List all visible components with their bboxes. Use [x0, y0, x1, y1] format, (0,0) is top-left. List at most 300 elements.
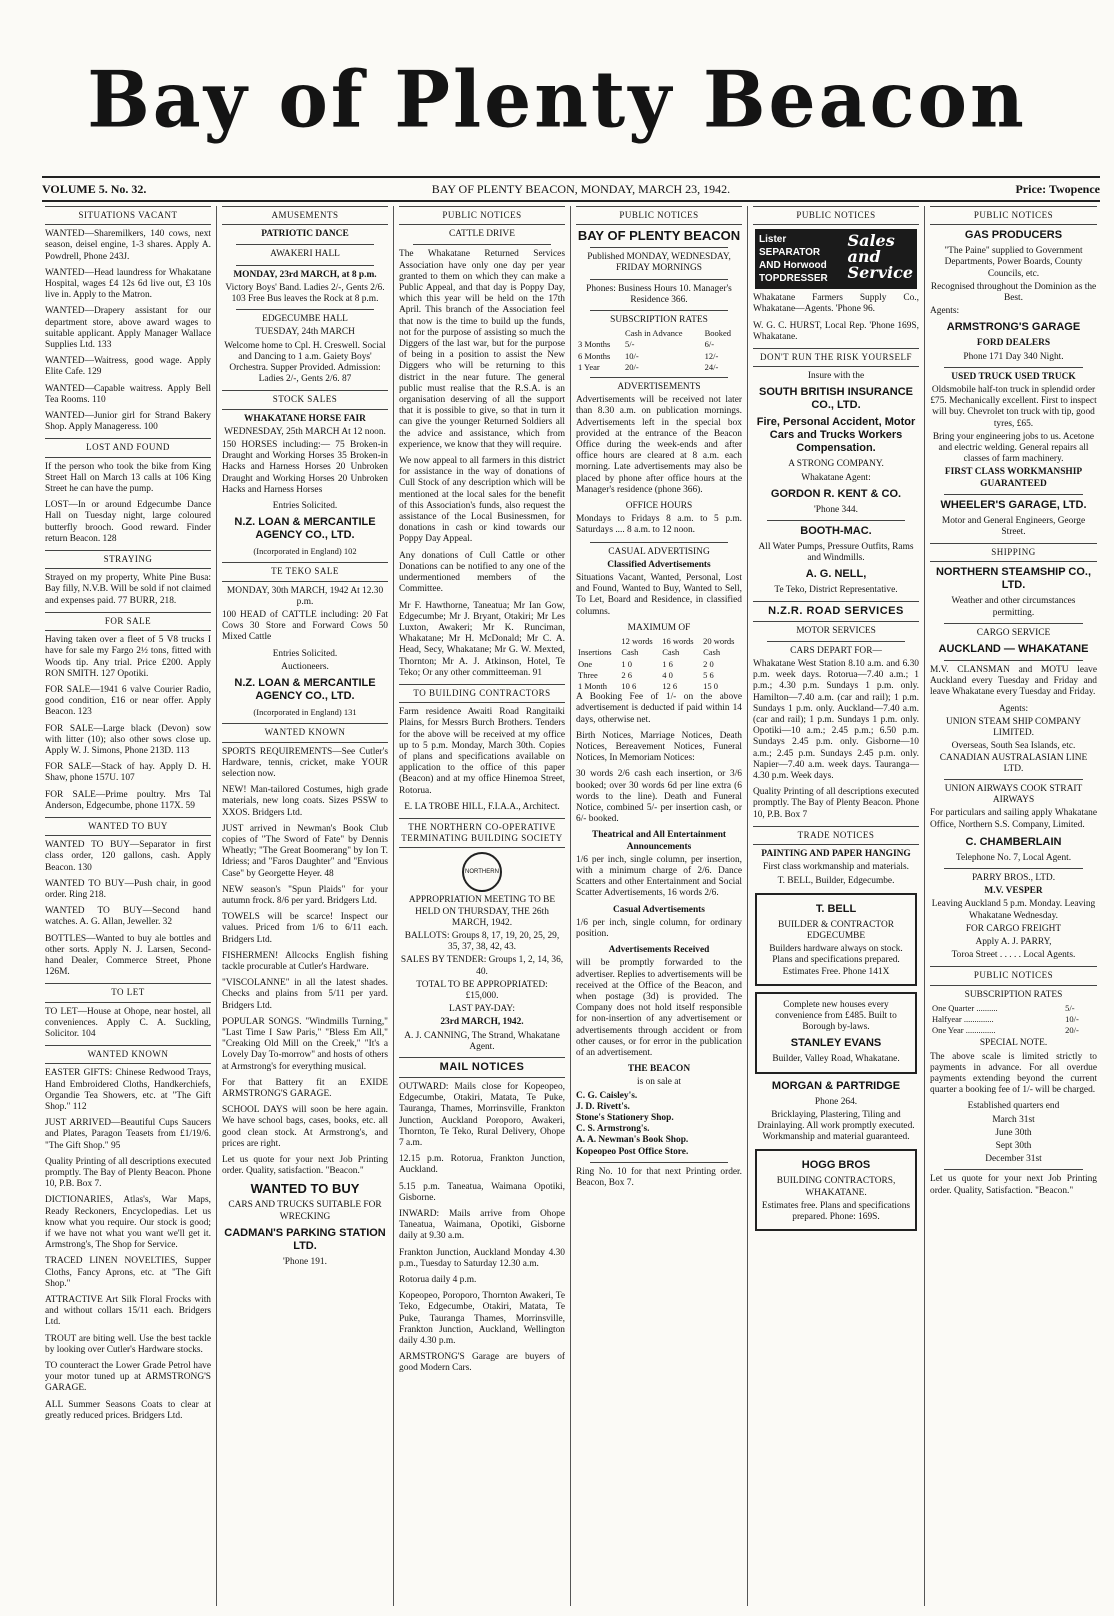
table-cell: Halfyear ..............: [932, 1013, 994, 1024]
notice-body: A Booking Fee of 1/- on the above advertisement is deducted if paid within 14 days, otherwise net.: [576, 692, 742, 725]
notice-body: Advertisements will be received not later than 8.30 a.m. on publication mornings. Advertisements left in the special box provided at the entrance of the Beacon Office during the week-ends and after office hours are cleared at 8 a.m. each morning. Late advertisements may also be placed by phone after office hours at the Manager's residence (phone 366).: [576, 395, 742, 495]
table-cell: 5/-: [1065, 1002, 1075, 1013]
published-days: Published MONDAY, WEDNESDAY, FRIDAY MORNINGS: [587, 252, 731, 274]
ad-body: Motor and General Engineers, George Street.: [941, 515, 1086, 538]
ad-body: Oldsmobile half-ton truck in splendid order £75. Mechanically excellent. First to inspect will buy. Chevrolet ton truck with tip, good tyres, £65.: [930, 385, 1097, 429]
ad-body: Estimates free. Plans and specifications prepared. Phone: 169S.: [761, 1200, 911, 1222]
notice-body: Situations Vacant, Wanted, Personal, Lost and Found, Wanted to Buy, Wanted to Sell, To Let, Board and Residence, in classified columns.: [576, 573, 742, 617]
auctioneers-note: Auctioneers.: [281, 661, 329, 672]
ad-body: FORD DEALERS: [976, 338, 1051, 349]
notice-body: Mondays to Fridays 8 a.m. to 5 p.m. Saturdays .... 8 a.m. to 12 noon.: [576, 514, 742, 536]
table-header: [576, 636, 619, 647]
advertiser: GORDON R. KENT & CO.: [770, 487, 902, 500]
column-1: [40, 206, 217, 1606]
subsection-heading: SPECIAL NOTE.: [979, 1038, 1048, 1049]
mail-schedule: 5.15 p.m. Taneatua, Waimana Opotiki, Gisborne.: [399, 1181, 565, 1203]
seller: C. G. Caisley's.: [576, 1090, 638, 1101]
classified-ad: BOTTLES—Wanted to buy ale bottles and other sorts. Apply N. J. Larsen, Second-hand Dealer, Commerce Street, Phone 126M.: [45, 933, 211, 978]
ad-body: W. G. C. HURST, Local Rep. 'Phone 169S, Whakatane.: [753, 320, 919, 342]
advertiser: SOUTH BRITISH INSURANCE CO., LTD.: [758, 386, 913, 412]
ad-body: M.V. CLANSMAN and MOTU leave Auckland every Tuesday and Friday and leave Whakatane every Tuesday and Friday.: [930, 665, 1097, 698]
classified-ad: SCHOOL DAYS will soon be here again. We have school bags, cases, books, etc. all good clean stock. At Armstrong's, and prices are right.: [222, 1105, 388, 1149]
price: Price: Twopence: [1015, 181, 1100, 196]
ad-body: Weather and other circumstances permitting.: [951, 596, 1076, 618]
event-body: 100 HEAD of CATTLE including: 20 Fat Cows 30 Store and Forward Cows 50 Mixed Cattle: [222, 610, 388, 643]
section-heading: TO BUILDING CONTRACTORS: [399, 684, 565, 703]
masthead: [0, 40, 1114, 165]
table-cell: 1 Month: [578, 680, 608, 691]
classified-ad: FISHERMEN! Allcocks English fishing tackle procurable at Cutler's Hardware.: [222, 950, 388, 972]
subsection-heading: CASUAL ADVERTISING: [608, 546, 710, 557]
mail-schedule: Kopeopeo, Poroporo, Thornton Awakeri, Te Teko, Edgecumbe, Otakiri, Matata, Te Puke, Tauranga Thames, Morrinsville, Frankton Junction, Auckland, Wellington daily 4.30 p.m.: [399, 1291, 565, 1347]
event-date: MONDAY, 23rd MARCH, at 8 p.m.: [233, 269, 377, 280]
advertiser: UNION STEAM SHIP COMPANY LIMITED.: [945, 716, 1081, 739]
event-date: TUESDAY, 24th MARCH: [255, 327, 355, 338]
table-cell: 6/-: [704, 339, 715, 350]
divider: [590, 377, 728, 378]
advertiser: N.Z. LOAN & MERCANTILE AGENCY CO., LTD.: [234, 516, 376, 542]
divider: [944, 367, 1083, 368]
mail-schedule: 12.15 p.m. Rotorua, Frankton Junction, Auckland.: [399, 1154, 565, 1176]
timetable: Whakatane West Station 8.10 a.m. and 6.30 p.m. week days. Rotorua—7.40 a.m.; 1 p.m.; 4.30 p.m. Sundays 1 p.m. only. Hamilton—7.40 a.m. (car and rail); 1 p.m. Sundays 1 p.m. only. Auckland—7.40 a.m. (car and rail); 1 p.m. Sundays 1 p.m. only. Opotiki—10 a.m.; 2.45 p.m.; 6.50 p.m. Sundays 2.45 p.m. only. Gisborne—10 a.m.; 2.45 p.m. Sundays 2.45 p.m. only. Napier—7.40 a.m. week days. Tauranga—4.30 p.m. Week days.: [753, 659, 919, 782]
event-title: PATRIOTIC DANCE: [261, 229, 349, 240]
section-heading: THE NORTHERN CO-OPERATIVE TERMINATING BUILDING SOCIETY: [399, 818, 565, 848]
ad-heading: GAS PRODUCERS: [964, 229, 1063, 242]
subsection-heading: THE BEACON: [627, 1064, 691, 1075]
ad-heading: WANTED TO BUY: [250, 1181, 360, 1197]
ad-heading: UNION AIRWAYS COOK STRAIT AIRWAYS: [944, 783, 1083, 806]
classified-ad: WANTED—Head laundress for Whakatane Hospital, wages £4 12s 6d live out, £3 10s live in. Apply to the Matron.: [45, 267, 211, 301]
notice-body: Ring No. 10 for that next Printing order. Beacon, Box 7.: [576, 1166, 742, 1189]
table-cell: One: [578, 658, 593, 669]
notice-body: Farm residence Awaiti Road Rangitaiki Plains, for Messrs Burch Brothers. Tenders for the above will be received at my office up to 5 p.m. Monday, March 30th. Copies of plans and specifications available on application to the office of this paper (Beacon) and at my office Hinemoa Street, Rotorua.: [399, 707, 565, 796]
ad-heading: M.V. VESPER: [984, 886, 1043, 897]
subsection-heading: ADVERTISEMENTS: [617, 382, 701, 393]
classified-ad: Strayed on my property, White Pine Busa: Bay filly, N.V.B. Will be sold if not claimed and expenses paid. 77 BURR, 218.: [45, 573, 211, 606]
classified-ad: Let us quote for your next Job Printing order. Quality, satisfaction. "Beacon.": [222, 1155, 388, 1177]
classified-ad: Quality Printing of all descriptions executed promptly. The Bay of Plenty Beacon. Phone 10, P.B. Box 7.: [45, 1156, 211, 1190]
lister-logo: Lister SEPARATOR AND Horwood TOPDRESSER: [759, 234, 828, 285]
column-2: [217, 206, 394, 1606]
notice-body: We now appeal to all farmers in this district for assistance in the way of donations of Cull Stock of any description which will be mentioned at the local sales for the benefit of this Association's funds, also request the assistance of the Local Businessmen, for donations in cash or kind towards our Poppy Day Appeal.: [399, 456, 565, 545]
ad-heading: FOR CARGO FREIGHT: [965, 923, 1062, 934]
ad-body: Fire, Personal Accident, Motor Cars and Trucks Workers Compensation.: [756, 416, 916, 455]
list-item: Sept 30th: [995, 1140, 1032, 1151]
last-pay-day: LAST PAY-DAY:: [449, 1004, 515, 1015]
bell-ad-box: [755, 893, 917, 986]
list-item: March 31st: [992, 1114, 1035, 1125]
list-item: June 30th: [995, 1127, 1032, 1138]
advertiser: HOGG BROS: [801, 1159, 871, 1172]
seller: A. A. Newman's Book Shop.: [576, 1135, 689, 1146]
section-heading: SHIPPING: [930, 543, 1097, 562]
classified-ad: TO LET—House at Ohope, near hostel, all conveniences. Apply C. A. Suckling, Solicitor. 104: [45, 1006, 211, 1039]
ad-body: BUILDER & CONTRACTOR EDGECUMBE: [778, 919, 894, 941]
ad-body: A STRONG COMPANY.: [788, 459, 884, 470]
ad-body: Whakatane Farmers Supply Co., Whakatane—Agents. 'Phone 96.: [753, 293, 919, 315]
advertiser-phone: Phone 264.: [814, 1096, 858, 1107]
ad-body: Agents:: [998, 703, 1029, 714]
table-row: [576, 362, 742, 373]
newspaper-title: Bay of Plenty Beacon: [87, 54, 1027, 146]
ad-body: Bricklaying, Plastering, Tiling and Drainlaying. All work promptly executed. Workmanship and material guaranteed.: [757, 1109, 915, 1143]
venue: EDGECUMBE HALL: [262, 314, 348, 325]
classified-ad: TRACED LINEN NOVELTIES, Supper Cloths, Fancy Aprons, etc. at "The Gift Shop.": [45, 1256, 211, 1289]
entries-note: Entries Solicited.: [272, 501, 338, 512]
ad-body: CARS AND TRUCKS SUITABLE FOR WRECKING: [228, 1200, 382, 1222]
subsection-heading: Theatrical and All Entertainment Announcements: [591, 830, 727, 852]
table-row: [576, 659, 742, 670]
table-row: [930, 1025, 1097, 1036]
event-body: 150 HORSES including:— 75 Broken-in Draught and Working Horses 35 Broken-in Hacks and Harness Horses 20 Unbroken Draught and Working Horses 20 Unbroken Hacks and Harness Horses: [222, 440, 388, 495]
table-cell: 5/-: [624, 339, 635, 350]
ad-body: BUILDING CONTRACTORS, WHAKATANE.: [776, 1176, 896, 1198]
advertiser: PARRY BROS., LTD.: [971, 872, 1056, 883]
ad-body: T. BELL, Builder, Edgecumbe.: [777, 875, 895, 886]
table-header: Cash: [621, 647, 639, 658]
table-cell: 15 0: [703, 680, 718, 691]
table-cell: 5 6: [703, 669, 714, 680]
rates-table: [576, 636, 742, 692]
classified-ad: TROUT are biting well. Use the best tackle by looking over Cutler's Hardware stocks.: [45, 1333, 211, 1355]
classified-ad: FOR SALE—Large black (Devon) sow with litter (10); also other sows close up. Apply W. J. Simons, Phone 213D. 113: [45, 723, 211, 756]
classified-ad: WANTED TO BUY—Separator in first class order, 120 gallons, cash. Apply Beacon. 130: [45, 840, 211, 873]
table-row: [930, 1014, 1097, 1025]
advertiser-phone: Phone 171 Day 340 Night.: [963, 351, 1064, 362]
classified-ad: TOWELS will be scarce! Inspect our values. Priced from 1/6 to 6/11 each. Bridgers Ltd.: [222, 912, 388, 945]
advertiser-phone: 'Phone 191.: [283, 1256, 327, 1267]
ad-body: Complete new houses every convenience from £485. Built to Borough by-laws.: [775, 999, 897, 1033]
notice-body: The Whakatane Returned Services Association have only one day per year granted to them on which they can make a Public Appeal, and that day is Poppy Day, which this year will be held on the 17th April. This branch of the Association feel that now is the time to build up the funds, not for the purpose of assisting so much the Diggers of the last war, but for the purpose of being in a position to assist the New Diggers who will be returning to this district in the near future. The general public must realise that the R.S.A. is an organisation deserving of all the support that it is possible to give, so that in turn it can give the younger Returned Soldiers all the advice and assistance, which from experience, we know that they will require.: [399, 249, 565, 450]
table-cell: 2 0: [703, 658, 714, 669]
last-pay-date: 23rd MARCH, 1942.: [440, 1017, 524, 1028]
section-heading: PUBLIC NOTICES: [399, 206, 565, 225]
notice-body: 30 words 2/6 cash each insertion, or 3/6 booked; over 30 words 6d per line extra (6 words to the line). Death and Funeral Notice, combined 5/- per insertion cash, or 6/- booked.: [576, 769, 742, 825]
divider: [590, 247, 728, 248]
sales-service-logo: Sales and Service: [847, 231, 913, 283]
advertiser: STANLEY EVANS: [790, 1037, 882, 1050]
subsection-heading: Classified Advertisements: [607, 559, 711, 570]
section-heading: STRAYING: [45, 550, 211, 569]
section-heading: AMUSEMENTS: [222, 206, 388, 225]
classified-ad: DICTIONARIES, Atlas's, War Maps, Ready Reckoners, Encyclopedias. Let us know what you require. Our stock is good; if we have not what you want we'll get it. Armstrong's, The Shop for Service.: [45, 1195, 211, 1251]
table-header: 16 words: [662, 636, 694, 647]
ad-body: Builder, Valley Road, Whakatane.: [772, 1054, 900, 1065]
subsection-heading: Casual Advertisements: [613, 904, 705, 915]
classified-ad: WANTED TO BUY—Push chair, in good order. Ring 218.: [45, 878, 211, 900]
table-cell: Three: [578, 669, 598, 680]
ad-body: Whakatane Agent:: [801, 472, 871, 483]
table-cell: 1 Year: [578, 361, 600, 372]
architect: E. LA TROBE HILL, F.I.A.A., Architect.: [404, 801, 560, 812]
classified-ad: For that Battery fit an EXIDE ARMSTRONG'S GARAGE.: [222, 1077, 388, 1099]
event-body: Victory Boys' Band. Ladies 2/-, Gents 2/6. 103 Free Bus leaves the Rock at 8 p.m.: [225, 282, 385, 305]
section-heading: TRADE NOTICES: [753, 826, 919, 845]
evans-ad-box: [755, 992, 917, 1074]
table-cell: 10 6: [621, 680, 637, 691]
table-cell: One Quarter ..........: [932, 1002, 998, 1013]
lister-ad-banner: [755, 229, 917, 289]
divider: [413, 244, 551, 245]
list-item: December 31st: [985, 1154, 1042, 1165]
divider: [236, 244, 374, 245]
divider: [590, 279, 728, 280]
divider: [944, 1169, 1083, 1170]
subscription-table: [576, 328, 742, 373]
meeting-notice: APPROPRIATION MEETING TO BE HELD ON THURSDAY, THE 26th MARCH, 1942.: [408, 895, 556, 928]
logo-text: NORTHERN: [465, 868, 499, 875]
ad-body: FIRST CLASS WORKMANSHIP GUARANTEED: [944, 467, 1083, 489]
subscription-table: [930, 1003, 1097, 1037]
tender: SALES BY TENDER: Groups 1, 2, 14, 36, 40.: [400, 955, 564, 977]
table-header-row: [576, 636, 742, 647]
committee-list: Mr F. Hawthorne, Taneatua; Mr Ian Gow, Edgecumbe; Mr J. Bryant, Otakiri; Mr Les Luxton, Awakeri; Mr K. Runciman, Whakatane; Mr H. McDonald; Mr C. A. Head, Secy, Whakatane; Mr G. W. Mexted, Thornton; Mr A. J. Atkinson, Hotel, Te Teko; Or any other committeeman. 91: [399, 600, 565, 678]
table-header: 20 words: [703, 636, 735, 647]
subsection-heading: CARS DEPART FOR—: [790, 645, 882, 656]
subsection-heading: MAXIMUM OF: [627, 622, 691, 633]
notice-title: CATTLE DRIVE: [449, 229, 515, 240]
notice-body: 1/6 per inch, single column, for ordinary position.: [576, 917, 742, 939]
seller: Stone's Stationery Shop.: [576, 1113, 674, 1124]
table-cell: 10/-: [624, 350, 639, 361]
column-5: [748, 206, 925, 1606]
advertiser-phone: 'Phone 344.: [814, 504, 858, 515]
section-heading: SITUATIONS VACANT: [45, 206, 211, 225]
classified-ad: SPORTS REQUIREMENTS—See Cutler's Hardware, tennis, cricket, make YOUR selection now.: [222, 746, 388, 779]
advertiser: MORGAN & PARTRIDGE: [771, 1079, 901, 1092]
mail-schedule: Frankton Junction, Auckland Monday 4.30 p.m., Tuesday to Saturday 12.30 a.m.: [399, 1247, 565, 1269]
classified-ad: LOST—In or around Edgecumbe Dance Hall on Tuesday night, large coloured butterfly brooch. Good reward. Finder return Beacon. 128: [45, 500, 211, 544]
classified-ad: Having taken over a fleet of 5 V8 trucks I have for sale my Fargo 2½ tons, fitted with Woods tip. Any trial. Price £200. Apply RON SMITH. 127 Opotiki.: [45, 635, 211, 679]
classified-ad: NEW! Man-tailored Costumes, high grade materials, new long coats. Sizes PSSW to XXOS. Bridgers Ltd.: [222, 785, 388, 818]
section-heading: LOST AND FOUND: [45, 438, 211, 457]
divider: [944, 660, 1083, 661]
table-cell: 3 Months: [578, 339, 611, 350]
advertiser: A. G. NELL,: [805, 568, 867, 581]
venue: AWAKERI HALL: [270, 249, 340, 260]
notice-body: Any donations of Cull Cattle or other Donations can be notified to any one of the undermentioned members of the Committee.: [399, 550, 565, 595]
table-cell: 6 Months: [578, 350, 611, 361]
divider: [944, 623, 1083, 624]
advertiser: N.Z. LOAN & MERCANTILE AGENCY CO., LTD.: [234, 677, 376, 703]
divider: [590, 310, 728, 311]
northern-logo-icon: [462, 852, 502, 892]
entries-note: Entries Solicited.: [272, 648, 338, 659]
dateline: [42, 176, 1100, 202]
notice-body: The above scale is limited strictly to payments in advance. For all overdue payments extending beyond the current quarter a booking fee of 1/- will be charged.: [930, 1051, 1097, 1096]
classified-ad: JUST arrived in Newman's Book Club copies of "The Sword of Fate" by Dennis Wheatly; "The Great Boomerang" by Ion T. Idriess; and "Faros Daughter" and "Envious Case" by Georgette Heyer. 48: [222, 823, 388, 879]
ad-body: All Water Pumps, Pressure Outfits, Rams and Windmills.: [758, 542, 914, 564]
notice-body: Let us quote for your next Job Printing order. Quality, Satisfaction. "Beacon.": [930, 1174, 1097, 1196]
ballots: BALLOTS: Groups 8, 17, 19, 20, 25, 29, 35, 37, 38, 42, 43.: [404, 930, 560, 953]
divider: [944, 494, 1083, 495]
section-heading: DON'T RUN THE RISK YOURSELF: [753, 348, 919, 367]
ad-body: Apply A. J. PARRY,: [975, 936, 1052, 947]
mail-schedule: INWARD: Mails arrive from Ohope Taneatua, Waimana, Opotiki, Gisborne daily at 9.30 a.m.: [399, 1209, 565, 1242]
divider: [944, 779, 1083, 780]
table-header: Cash in Advance: [624, 328, 683, 339]
classified-ad: EASTER GIFTS: Chinese Redwood Trays, Hand Embroidered Cloths, Handkerchiefs, Organdie Tea Showers, etc. at "The Gift Shop." 112: [45, 1068, 211, 1112]
table-cell: 12/-: [704, 350, 719, 361]
advertiser: NORTHERN STEAMSHIP CO., LTD.: [935, 566, 1092, 592]
ad-body: Overseas, South Sea Islands, etc. CANADIAN AUSTRALASIAN LINE LTD.: [939, 741, 1088, 774]
subsection-heading: OFFICE HOURS: [625, 501, 693, 512]
classified-ad: WANTED—Junior girl for Strand Bakery Shop. Apply Manageress. 100: [45, 411, 211, 433]
section-heading: TO LET: [45, 983, 211, 1002]
section-heading: TE TEKO SALE: [222, 562, 388, 581]
classified-ad: WANTED—Capable waitress. Apply Bell Tea Rooms. 110: [45, 383, 211, 405]
volume-number: VOLUME 5. No. 32.: [42, 181, 147, 196]
table-header: [576, 328, 623, 339]
hogg-ad-box: [755, 1149, 917, 1231]
table-cell: 1 0: [621, 658, 632, 669]
subsection-note: is on sale at: [636, 1077, 681, 1088]
table-header-row: [576, 328, 742, 339]
section-heading: PUBLIC NOTICES: [753, 206, 919, 225]
phones: Phones: Business Hours 10. Manager's Residence 366.: [586, 283, 732, 305]
classified-ad: WANTED—Waitress, good wage. Apply Elite Cafe. 129: [45, 356, 211, 378]
table-row: [576, 681, 742, 692]
agent: A. J. CANNING, The Strand, Whakatane Agent.: [404, 1030, 560, 1052]
ad-heading: USED TRUCK USED TRUCK: [951, 371, 1076, 382]
section-heading: PUBLIC NOTICES: [930, 206, 1097, 225]
notice-body: Birth Notices, Marriage Notices, Death Notices, Bereavement Notices, Funeral Notices, In Memoriam Notices:: [576, 730, 742, 764]
table-row: [930, 1003, 1097, 1014]
classified-ad: "VISCOLANNE" in all the latest shades. Checks and plains from 5/11 per yard. Bridgers Ltd.: [222, 978, 388, 1011]
ad-body: Builders hardware always on stock. Plans and specifications prepared. Estimates Free. Phone 141X: [769, 944, 903, 977]
table-header: Insertions: [578, 647, 612, 658]
table-header: Cash: [703, 647, 721, 658]
table-header: 12 words: [621, 636, 653, 647]
ad-heading: AUCKLAND — WHAKATANE: [938, 643, 1089, 656]
seller: Kopeopeo Post Office Store.: [576, 1146, 689, 1157]
issue-date: BAY OF PLENTY BEACON, MONDAY, MARCH 23, 1942.: [431, 181, 731, 196]
table-header: Booked: [704, 328, 732, 339]
mail-schedule: OUTWARD: Mails close for Kopeopeo, Edgecumbe, Otakiri, Matata, Te Puke, Tauranga, Thames, Morrinsville, Frankton Junction, Auckland Poroporo, Awakeri, Thornton, Te Teko, Rural Delivery, Ohope 7 a.m.: [399, 1082, 565, 1149]
section-heading: WANTED KNOWN: [45, 1045, 211, 1064]
classified-ad: NEW season's "Spun Plaids" for your autumn frock. 8/6 per yard. Bridgers Ltd.: [222, 884, 388, 906]
total: TOTAL TO BE APPROPRIATED: £15,000.: [416, 979, 548, 1001]
classified-ad: JUST ARRIVED—Beautiful Cups Saucers and Plates, Paragon Teasets from £1/19/6. "The Gift Shop." 95: [45, 1118, 211, 1151]
ad-body: Quality Printing of all descriptions executed promptly. The Bay of Plenty Beacon. Phone 10, P.B. Box 7: [753, 787, 919, 820]
event-title: WHAKATANE HORSE FAIR: [244, 413, 366, 424]
classified-ad: WANTED TO BUY—Second hand watches. A. G. Allan, Jeweller. 32: [45, 906, 211, 928]
classified-ad: WANTED—Drapery assistant for our department store, above award wages to suitable applicant. Apply Manager Wallace Supplies Ltd. 133: [45, 306, 211, 351]
divider: [236, 265, 374, 266]
divider: [236, 309, 374, 310]
classified-ad: FOR SALE—Prime poultry. Mrs Tal Anderson, Edgecumbe, phone 117X. 59: [45, 789, 211, 811]
classified-ad: If the person who took the bike from King Street Hall on March 13 calls at 106 King Street he can have the pump.: [45, 461, 211, 495]
subsection-heading: SUBSCRIPTION RATES: [610, 315, 708, 326]
subsection-heading: Established quarters end: [967, 1101, 1060, 1112]
page-columns: [40, 206, 1102, 1606]
table-cell: 2 6: [621, 669, 632, 680]
notice-body: 1/6 per inch, single column, per insertion, with a minimum charge of 2/6. Dance Scatters and other Entertainment and Social Scatter Advertisements, 16 words 2/6.: [576, 854, 742, 899]
section-heading: FOR SALE: [45, 612, 211, 631]
table-row: [576, 351, 742, 362]
mail-schedule: Rotorua daily 4 p.m.: [399, 1275, 477, 1286]
classified-ad: POPULAR SONGS. "Windmills Turning," "Last Time I Saw Paris," "Bless Em All," "Creaking Old Mill on the Creek," "It's a Lovely Day To-morrow" and hosts of others at Armstrong's for everything musical.: [222, 1016, 388, 1072]
table-cell: 1 6: [662, 658, 673, 669]
ad-body: Toroa Street . . . . . Local Agents.: [951, 950, 1076, 961]
advertiser: BOOTH-MAC.: [800, 525, 872, 538]
divider: [767, 641, 905, 642]
advertiser: WHEELER'S GARAGE, LTD.: [940, 498, 1087, 511]
ad-body: "The Paine" supplied to Government Departments, Power Boards, County Councils, etc.: [944, 246, 1083, 279]
subsection-heading: SUBSCRIPTION RATES: [964, 989, 1063, 1000]
seller: C. S. Armstrong's.: [576, 1124, 650, 1135]
divider: [944, 868, 1083, 869]
column-3: [394, 206, 571, 1606]
ad-body: Agents:: [930, 306, 960, 317]
ad-heading: PAINTING AND PAPER HANGING: [761, 849, 911, 860]
table-row: [576, 339, 742, 350]
divider: [767, 520, 905, 521]
classified-ad: ARMSTRONG'S Garage are buyers of good Modern Cars.: [399, 1352, 565, 1374]
classified-ad: TO counteract the Lower Grade Petrol have your motor tuned up at ARMSTRONG'S GARAGE.: [45, 1361, 211, 1394]
ad-body: Leaving Auckland 5 p.m. Monday. Leaving Whakatane Wednesday.: [931, 899, 1096, 921]
divider: [590, 542, 728, 543]
ad-body: Bring your engineering jobs to us. Acetone and electric welding. General repairs all classes of farm machinery.: [932, 431, 1095, 465]
table-header-row: [576, 647, 742, 658]
section-heading: PUBLIC NOTICES: [930, 966, 1097, 985]
section-heading: N.Z.R. ROAD SERVICES: [753, 601, 919, 622]
section-heading: WANTED TO BUY: [45, 817, 211, 836]
event-date: WEDNESDAY, 25th MARCH At 12 noon.: [224, 426, 386, 437]
advertiser-note: (Incorporated in England) 131: [253, 707, 357, 718]
subsection-heading: Advertisements Received: [608, 945, 710, 956]
classified-ad: FOR SALE—1941 6 valve Courier Radio, good condition, £16 or near offer. Apply Beacon. 123: [45, 684, 211, 718]
table-cell: 12 6: [662, 680, 678, 691]
table-header: Cash: [662, 647, 680, 658]
classified-ad: ATTRACTIVE Art Silk Floral Frocks with and without collars 15/11 each. Bridgers Ltd.: [45, 1295, 211, 1328]
advertiser: T. BELL: [815, 902, 857, 915]
event-body: Welcome home to Cpl. H. Creswell. Social and Dancing to 1 a.m. Gaiety Boys' Orchestra. Supper Provided. Admission: Ladies 2/-, Gents 2/6. 87: [224, 340, 386, 385]
table-cell: 20/-: [1065, 1025, 1079, 1036]
divider: [590, 1162, 728, 1163]
table-cell: 4 0: [662, 669, 673, 680]
notice-body: will be promptly forwarded to the advertiser. Replies to advertisements will be received at the Office of the Beacon, and when postage (3d) is provided. The Company does not hold itself responsible for non-insertion of any advertisement or advertisements through accident or from other causes, or for error in the publication of an advertisement.: [576, 958, 742, 1058]
table-cell: One Year ..............: [932, 1025, 996, 1036]
table-row: [576, 670, 742, 681]
advertiser: CADMAN'S PARKING STATION LTD.: [224, 1226, 386, 1252]
subsection-heading: MOTOR SERVICES: [796, 625, 876, 636]
table-cell: 24/-: [704, 361, 719, 372]
section-heading: STOCK SALES: [222, 390, 388, 409]
ad-body: First class workmanship and materials.: [762, 862, 910, 873]
column-6: [925, 206, 1102, 1606]
section-heading: PUBLIC NOTICES: [576, 206, 742, 225]
classified-ad: FOR SALE—Stack of hay. Apply D. H. Shaw, phone 157U. 107: [45, 762, 211, 784]
classified-ad: WANTED—Sharemilkers, 140 cows, next season, deisel engine, 1-3 shares. Apply A. Powdrell, Phone 243J.: [45, 229, 211, 262]
classified-ad: ALL Summer Seasons Coats to clear at greatly reduced prices. Bridgers Ltd.: [45, 1399, 211, 1421]
column-4: [571, 206, 748, 1606]
ad-body: Insure with the: [807, 371, 865, 382]
section-heading: WANTED KNOWN: [222, 723, 388, 742]
advertiser: C. CHAMBERLAIN: [965, 835, 1062, 848]
beacon-title: BAY OF PLENTY BEACON: [577, 228, 741, 244]
ad-body: Telephone No. 7, Local Agent.: [955, 852, 1072, 863]
ad-body: Recognised throughout the Dominion as the Best.: [930, 281, 1097, 304]
advertiser: ARMSTRONG'S GARAGE: [946, 321, 1081, 334]
table-cell: 10/-: [1065, 1013, 1079, 1024]
seller: J. D. Rivett's.: [576, 1101, 630, 1112]
ad-body: Te Teko, District Representative.: [774, 585, 898, 596]
event-date: MONDAY, 30th MARCH, 1942 At 12.30 p.m.: [226, 585, 384, 607]
ad-heading: CARGO SERVICE: [976, 627, 1051, 638]
advertiser-note: (Incorporated in England) 102: [253, 546, 357, 557]
section-heading: MAIL NOTICES: [399, 1057, 565, 1078]
